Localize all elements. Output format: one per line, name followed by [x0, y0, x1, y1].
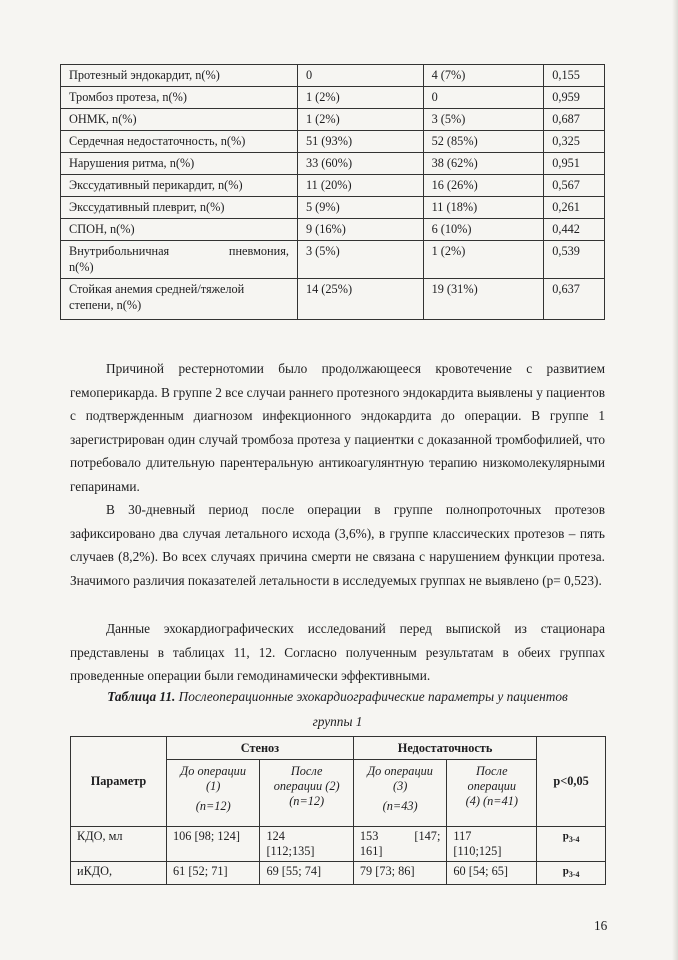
p-value: 0,951: [544, 153, 605, 175]
paragraph: Причиной рестернотомии было продолжающееся кровотечение с развитием гемоперикарда. В группе 2 все случаи раннего протезного эндокардита выявлены у пациентов с подтвержденным диагнозом инфекционного эндокардита до операции. В группе 1 зарегистрирован один случай тромбоза протеза у пациентки с доказанной тромбофилией, что потребовало длительную парентеральную антикоагулянтную терапию низкомолекулярными гепаринами.: [70, 361, 605, 494]
row-label: СПОН, n(%): [61, 219, 298, 241]
param-cell: иКДО,: [71, 862, 167, 885]
table-caption-line2: группы 1: [312, 714, 363, 729]
header-p: p<0,05: [537, 737, 606, 827]
table-row: [61, 279, 605, 320]
header-stenosis: Стеноз: [166, 737, 353, 760]
table-row: [71, 827, 606, 862]
row-label-part: Внутрибольничная: [69, 244, 170, 258]
group1-value: 14 (25%): [297, 279, 423, 320]
row-label: Тромбоз протеза, n(%): [61, 87, 298, 109]
page-number: 16: [594, 918, 608, 933]
value-cell: 61 [52; 71]: [166, 862, 259, 885]
row-label: Протезный эндокардит, n(%): [61, 65, 298, 87]
header-insufficiency: Недостаточность: [353, 737, 536, 760]
paragraph: В 30-дневный период после операции в группе полнопроточных протезов зафиксировано два случая летального исхода (3,6%), в группе классических протезов – пять случаев (8,2%). Во всех случаях причина смерти не связана с нарушением функции протеза. Значимого различия показателей летальности в исследуемых группах не выявлено (p= 0,523).: [70, 502, 605, 588]
row-label: Нарушения ритма, n(%): [61, 153, 298, 175]
group2-value: 4 (7%): [423, 65, 544, 87]
p-symbol: p: [562, 830, 569, 842]
group2-value: 19 (31%): [423, 279, 544, 320]
row-label: [61, 279, 298, 320]
table-row: [61, 87, 605, 109]
table-header-row: [71, 737, 606, 760]
p-cell: [537, 862, 606, 885]
echo-parameters-table: [70, 736, 606, 885]
group1-value: 11 (20%): [297, 175, 423, 197]
group2-value: 1 (2%): [423, 241, 544, 279]
p-cell: [537, 827, 606, 862]
subheader-col1: [166, 760, 259, 827]
subheader-col2: [260, 760, 353, 827]
p-value: 0,687: [544, 109, 605, 131]
value-cell: 60 [54; 65]: [447, 862, 537, 885]
subheader-col4: [447, 760, 537, 827]
group1-value: 33 (60%): [297, 153, 423, 175]
subheader-text: (n=43): [382, 799, 418, 813]
group2-value: 11 (18%): [423, 197, 544, 219]
row-label-part: степени, n(%): [69, 298, 142, 312]
value-part: [110;125]: [453, 844, 502, 858]
row-label: Сердечная недостаточность, n(%): [61, 131, 298, 153]
row-label: Экссудативный плеврит, n(%): [61, 197, 298, 219]
table-row: [61, 153, 605, 175]
table-row: [61, 131, 605, 153]
subheader-text: До операции: [367, 764, 433, 778]
value-part: [147;: [414, 829, 441, 843]
subheader-text: (1): [206, 779, 221, 793]
row-label: [61, 241, 298, 279]
subheader-text: операции: [467, 779, 517, 793]
p-value: 0,442: [544, 219, 605, 241]
group1-value: 5 (9%): [297, 197, 423, 219]
value-part: 124: [266, 829, 285, 843]
p-value: 0,325: [544, 131, 605, 153]
group2-value: 38 (62%): [423, 153, 544, 175]
group1-value: 1 (2%): [297, 109, 423, 131]
row-label: Экссудативный перикардит, n(%): [61, 175, 298, 197]
table-caption: [70, 685, 605, 709]
table-row: [61, 109, 605, 131]
param-cell: КДО, мл: [71, 827, 167, 862]
p-symbol: p: [562, 865, 569, 877]
value-cell: 69 [55; 74]: [260, 862, 353, 885]
value-part: 117: [453, 829, 472, 843]
subheader-text: операции (2): [273, 779, 340, 793]
table-row: [71, 862, 606, 885]
group1-value: 9 (16%): [297, 219, 423, 241]
header-parameter: Параметр: [71, 737, 167, 827]
p-value: 0,637: [544, 279, 605, 320]
table-row: [61, 65, 605, 87]
table-caption-text: Послеоперационные эхокардиографические параметры у пациентов: [175, 689, 568, 704]
value-cell: [447, 827, 537, 862]
subheader-text: До операции: [180, 764, 246, 778]
row-label-line: [69, 243, 289, 259]
subheader-text: (4) (n=41): [465, 794, 518, 808]
table-caption-label: Таблица 11.: [107, 689, 176, 704]
p-value: 0,567: [544, 175, 605, 197]
group1-value: 3 (5%): [297, 241, 423, 279]
group1-value: 0: [297, 65, 423, 87]
p-subscript: 3-4: [568, 835, 580, 845]
subheader-text: (3): [392, 779, 408, 793]
value-part: 153: [359, 829, 379, 843]
value-line: [360, 829, 440, 844]
p-value: 0,155: [544, 65, 605, 87]
subheader-col3: [353, 760, 446, 827]
group1-value: 1 (2%): [297, 87, 423, 109]
row-label: ОНМК, n(%): [61, 109, 298, 131]
table-row: [61, 175, 605, 197]
group2-value: 52 (85%): [423, 131, 544, 153]
table-row: [61, 219, 605, 241]
p-value: 0,959: [544, 87, 605, 109]
subheader-text: (n=12): [289, 794, 325, 808]
value-part: [112;135]: [266, 844, 315, 858]
p-value: 0,539: [544, 241, 605, 279]
paragraph: Данные эхокардиографических исследований перед выпиской из стационара представлены в таблицах 11, 12. Согласно полученным результатам в обеих группах проведенные операции были гемодинамически эффективными.: [70, 621, 605, 684]
value-cell: [353, 827, 446, 862]
p-value: 0,261: [544, 197, 605, 219]
value-part: 161]: [359, 844, 383, 858]
table-row: [61, 241, 605, 279]
subheader-text: (n=12): [195, 799, 231, 813]
group2-value: 3 (5%): [423, 109, 544, 131]
row-label-part: n(%): [69, 260, 94, 274]
row-label-part: пневмония,: [228, 244, 289, 258]
group2-value: 16 (26%): [423, 175, 544, 197]
row-label-part: Стойкая анемия средней/тяжелой: [69, 282, 245, 296]
group2-value: 6 (10%): [423, 219, 544, 241]
subheader-text: После: [290, 764, 323, 778]
group1-value: 51 (93%): [297, 131, 423, 153]
value-cell: 79 [73; 86]: [353, 862, 446, 885]
value-cell: 106 [98; 124]: [166, 827, 259, 862]
table-row: [61, 197, 605, 219]
p-subscript: 3-4: [568, 870, 580, 880]
subheader-text: После: [475, 764, 508, 778]
complications-table: [60, 64, 605, 320]
value-cell: [260, 827, 353, 862]
page-edge: [672, 0, 678, 960]
group2-value: 0: [423, 87, 544, 109]
